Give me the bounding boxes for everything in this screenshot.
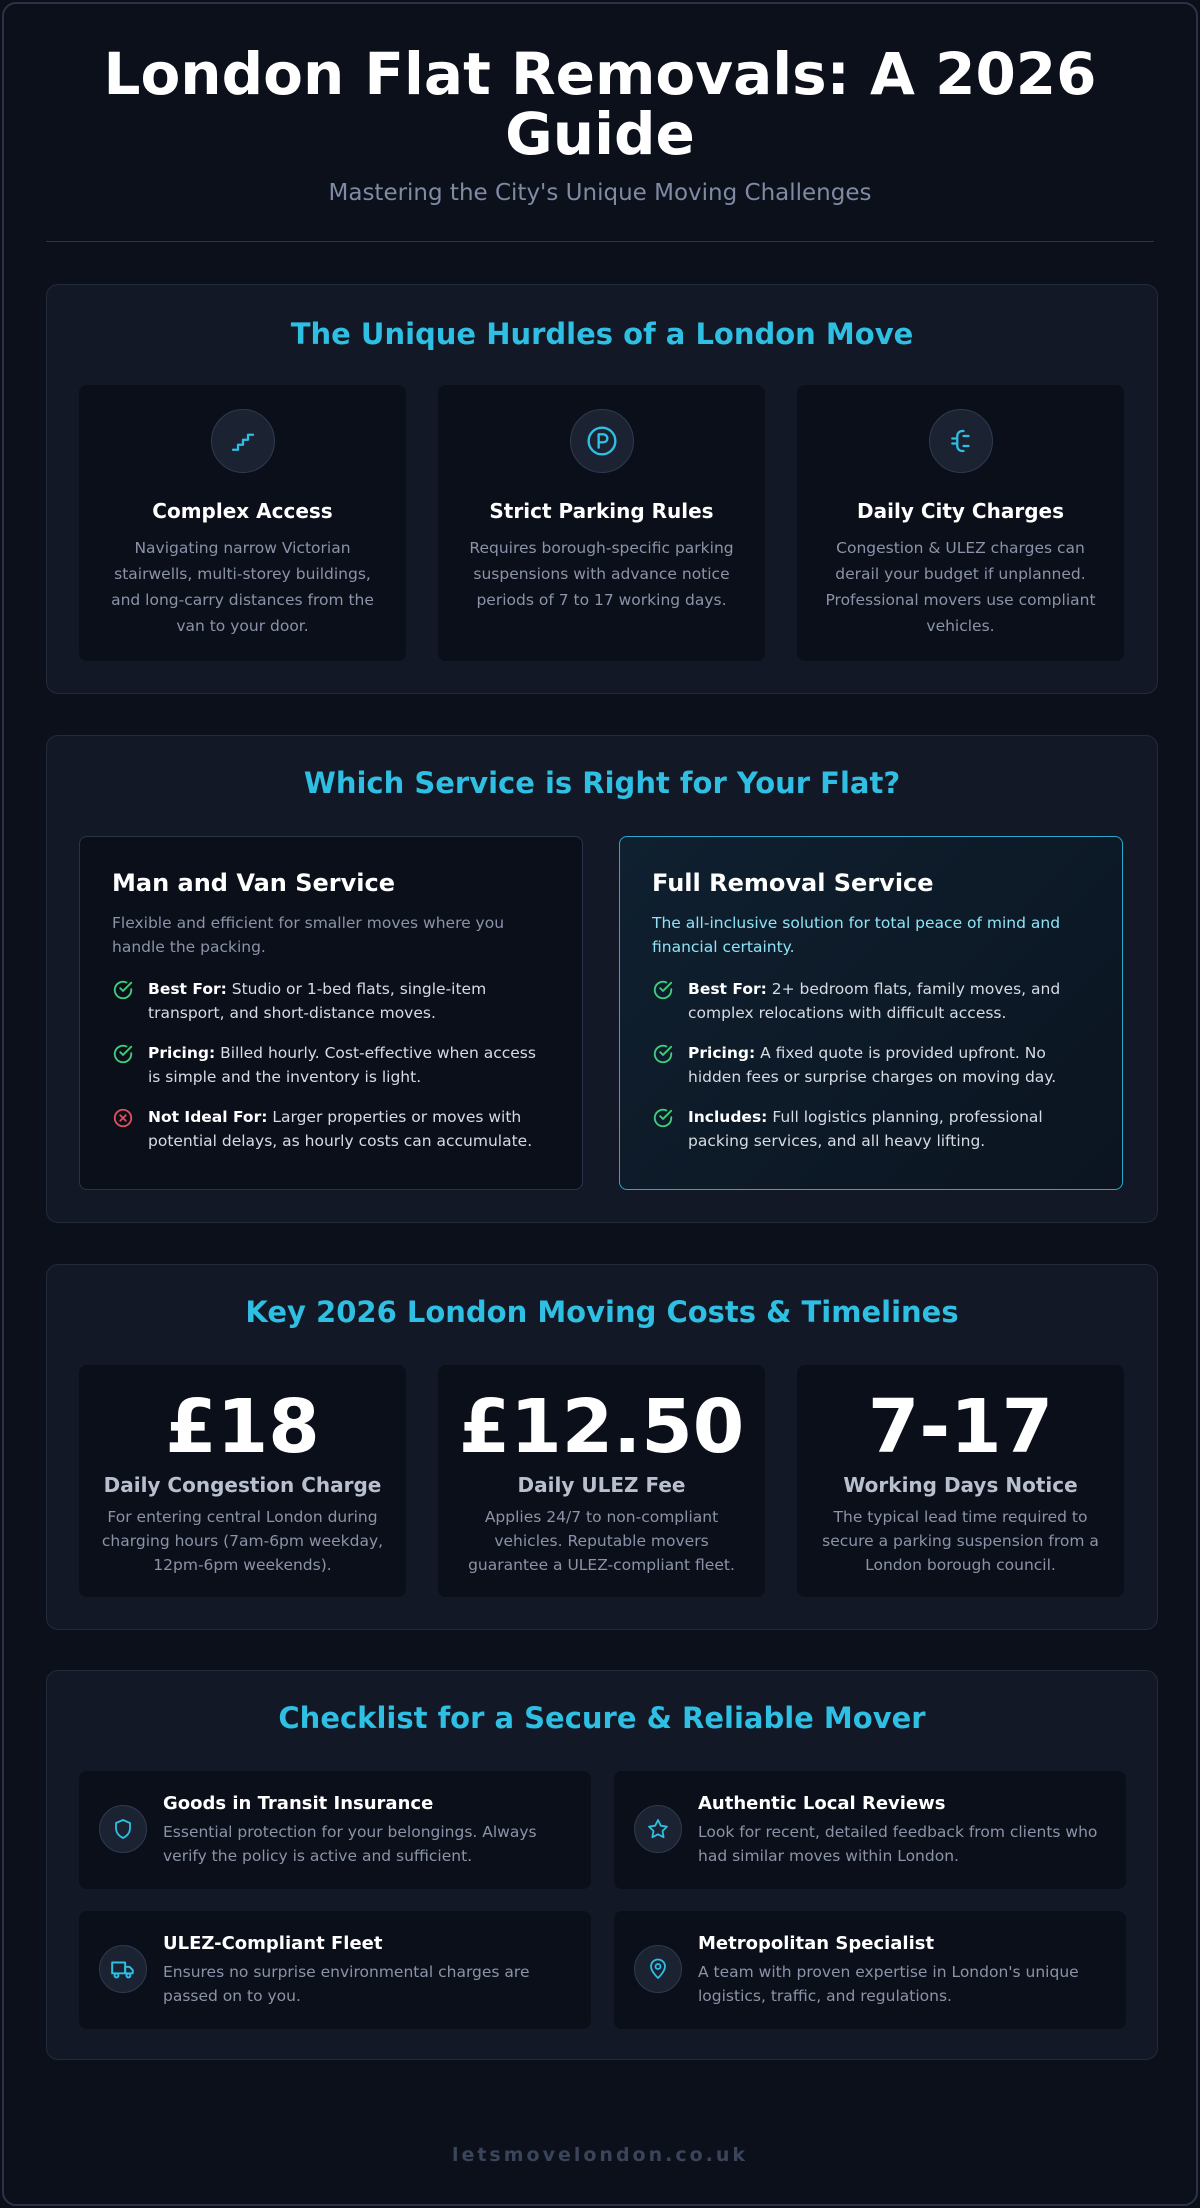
cost-card-notice: [797, 1365, 1124, 1597]
list-item: [112, 1105, 552, 1153]
cost-value: £18: [165, 1384, 320, 1470]
hurdles-title: The Unique Hurdles of a London Move: [290, 317, 914, 351]
checklist-item-specialist: [614, 1911, 1126, 2029]
page-subtitle: Mastering the City's Unique Moving Challenges: [328, 180, 872, 206]
hurdle-card-access: [79, 385, 406, 661]
hurdle-text: Requires borough-specific parking suspensions with advance notice periods of 7 to 17 working days.: [469, 539, 734, 609]
parking-icon: [570, 409, 634, 473]
item-label: Best For:: [148, 980, 227, 998]
page-title: London Flat Removals: A 2026 Guide: [103, 40, 1097, 168]
item-label: Includes:: [688, 1108, 768, 1126]
item-text: Studio or 1-bed flats, single-item transport, and short-distance moves.: [148, 980, 487, 1022]
checklist-item-text: A team with proven expertise in London's unique logistics, traffic, and regulations.: [698, 1963, 1079, 2005]
hurdle-title: Complex Access: [152, 499, 333, 523]
cost-label: Daily ULEZ Fee: [517, 1473, 686, 1497]
man-and-van-card: [79, 836, 583, 1190]
cost-card-ulez: [438, 1365, 765, 1597]
checklist-item-title: Goods in Transit Insurance: [163, 1793, 434, 1814]
item-text: Larger properties or moves with potential delays, as hourly costs can accumulate.: [148, 1108, 533, 1150]
item-label: Best For:: [688, 980, 767, 998]
check-icon: [652, 977, 676, 1025]
cost-text: The typical lead time required to secure a parking suspension from a London borough council.: [822, 1508, 1099, 1574]
hurdle-card-charges: [797, 385, 1124, 661]
full-removal-card: [619, 836, 1123, 1190]
cost-text: Applies 24/7 to non-compliant vehicles. Reputable movers guarantee a ULEZ-compliant fleet.: [468, 1508, 735, 1574]
services-section: [46, 735, 1158, 1223]
hurdle-text: Congestion & ULEZ charges can derail your budget if unplanned. Professional movers use compliant vehicles.: [825, 539, 1096, 635]
check-icon: [652, 1041, 676, 1089]
checklist-item-insurance: [79, 1771, 591, 1889]
truck-icon: [99, 1945, 147, 1993]
list-item: [112, 977, 552, 1025]
check-icon: [652, 1105, 676, 1153]
costs-section: [46, 1264, 1158, 1630]
plug-icon: [929, 409, 993, 473]
hurdle-title: Strict Parking Rules: [489, 499, 714, 523]
cost-card-congestion: [79, 1365, 406, 1597]
item-text: 2+ bedroom flats, family moves, and complex relocations with difficult access.: [688, 980, 1061, 1022]
hurdle-title: Daily City Charges: [857, 499, 1064, 523]
list-item: [652, 1041, 1092, 1089]
checklist-item-title: ULEZ-Compliant Fleet: [163, 1933, 383, 1954]
stairs-icon: [211, 409, 275, 473]
checklist-item-reviews: [614, 1771, 1126, 1889]
item-text: A fixed quote is provided upfront. No hidden fees or surprise charges on moving day.: [688, 1044, 1057, 1086]
header-divider: [46, 241, 1154, 242]
map-pin-icon: [634, 1945, 682, 1993]
checklist-title: Checklist for a Secure & Reliable Mover: [278, 1701, 926, 1735]
cost-value: £12.50: [458, 1384, 745, 1470]
list-item: [112, 1041, 552, 1089]
item-label: Pricing:: [148, 1044, 216, 1062]
checklist-item-fleet: [79, 1911, 591, 2029]
checklist-item-title: Metropolitan Specialist: [698, 1933, 935, 1954]
checklist-item-text: Essential protection for your belongings. Always verify the policy is active and sufficient.: [163, 1823, 537, 1865]
shield-icon: [99, 1805, 147, 1853]
checklist-section: [46, 1670, 1158, 2060]
service-title: Full Removal Service: [652, 869, 934, 897]
checklist-item-text: Ensures no surprise environmental charges are passed on to you.: [163, 1963, 530, 2005]
cost-label: Daily Congestion Charge: [103, 1473, 382, 1497]
services-title: Which Service is Right for Your Flat?: [303, 766, 901, 800]
footer-site: letsmovelondon.co.uk: [451, 2144, 749, 2166]
service-lead: Flexible and efficient for smaller moves where you handle the packing.: [112, 914, 505, 956]
costs-title: Key 2026 London Moving Costs & Timelines: [245, 1295, 959, 1329]
cross-icon: [112, 1105, 136, 1153]
item-text: Billed hourly. Cost-effective when access is simple and the inventory is light.: [148, 1044, 536, 1086]
list-item: [652, 977, 1092, 1025]
hurdle-card-parking: [438, 385, 765, 661]
cost-value: 7-17: [867, 1384, 1054, 1470]
cost-text: For entering central London during charging hours (7am-6pm weekday, 12pm-6pm weekends).: [101, 1508, 384, 1574]
item-label: Not Ideal For:: [148, 1108, 268, 1126]
star-icon: [634, 1805, 682, 1853]
infographic-frame: [2, 2, 1198, 2206]
checklist-item-text: Look for recent, detailed feedback from clients who had similar moves within London.: [698, 1823, 1098, 1865]
service-lead: The all-inclusive solution for total peace of mind and financial certainty.: [652, 914, 1061, 956]
service-title: Man and Van Service: [112, 869, 396, 897]
hurdles-section: [46, 284, 1158, 694]
list-item: [652, 1105, 1092, 1153]
hurdle-text: Navigating narrow Victorian stairwells, multi-storey buildings, and long-carry distances from the van to your door.: [111, 539, 374, 635]
check-icon: [112, 1041, 136, 1089]
check-icon: [112, 977, 136, 1025]
cost-label: Working Days Notice: [843, 1473, 1078, 1497]
checklist-item-title: Authentic Local Reviews: [698, 1793, 946, 1814]
item-text: Full logistics planning, professional packing services, and all heavy lifting.: [688, 1108, 1043, 1150]
page-header: [4, 4, 1196, 206]
item-label: Pricing:: [688, 1044, 756, 1062]
